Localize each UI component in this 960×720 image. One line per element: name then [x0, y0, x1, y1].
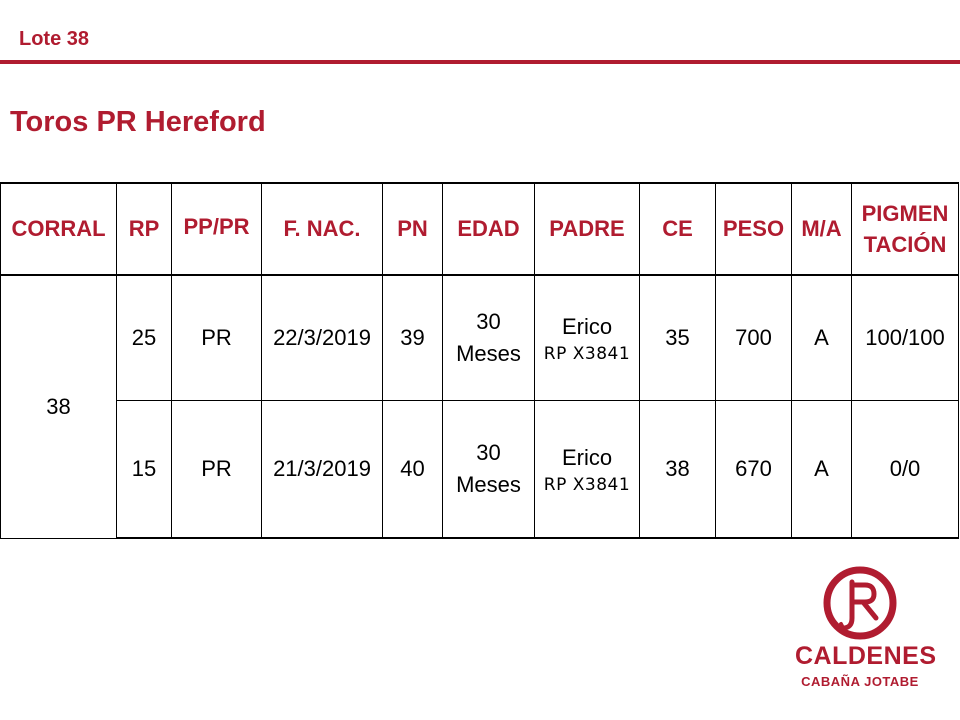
pn-cell: 39: [383, 275, 443, 400]
col-header-pigmentacion: [852, 183, 959, 275]
lot-label: Lote 38: [19, 28, 90, 50]
m-a-cell: A: [792, 400, 852, 538]
col-header-pigmentacion-line2: TACIÓN: [863, 232, 947, 257]
col-header-edad: EDAD: [443, 183, 535, 275]
col-header-padre: PADRE: [535, 183, 640, 275]
col-header-pp-pr: PP/PR: [172, 183, 262, 275]
peso-cell: 670: [716, 400, 792, 538]
logo-brand-subtitle: CABAÑA JOTABE: [801, 674, 919, 689]
f-nac-cell: 22/3/2019: [262, 275, 383, 400]
m-a-cell: A: [792, 275, 852, 400]
edad-value: 30: [476, 308, 501, 334]
rp-cell: 15: [117, 400, 172, 538]
edad-value: 30: [476, 439, 501, 465]
col-header-f-nac: F. NAC.: [262, 183, 383, 275]
caldenes-logo: [795, 562, 937, 692]
col-header-pn: PN: [383, 183, 443, 275]
col-header-corral: CORRAL: [1, 183, 117, 275]
corral-cell: 38: [1, 275, 117, 538]
ce-cell: 35: [640, 275, 716, 400]
col-header-pigmentacion-line1: PIGMEN: [861, 201, 949, 226]
peso-cell: 700: [716, 275, 792, 400]
edad-cell: [443, 400, 535, 538]
logo-brand-name: CALDENES: [795, 642, 937, 670]
table-row: [1, 400, 959, 538]
rp-cell: 25: [117, 275, 172, 400]
table-row: [1, 275, 959, 400]
edad-unit: Meses: [456, 471, 521, 497]
edad-unit: Meses: [456, 340, 521, 366]
edad-cell: [443, 275, 535, 400]
padre-rp: RP X3841: [543, 474, 631, 495]
col-header-ce: CE: [640, 183, 716, 275]
col-header-rp: RP: [117, 183, 172, 275]
pigmentacion-cell: 0/0: [852, 400, 959, 538]
pp-pr-cell: PR: [172, 400, 262, 538]
pigmentacion-cell: 100/100: [852, 275, 959, 400]
pn-cell: 40: [383, 400, 443, 538]
page-title: Toros PR Hereford: [10, 106, 266, 138]
padre-cell: [535, 400, 640, 538]
padre-cell: [535, 275, 640, 400]
col-header-peso: PESO: [716, 183, 792, 275]
col-header-m-a: M/A: [792, 183, 852, 275]
f-nac-cell: 21/3/2019: [262, 400, 383, 538]
table-header-row: [1, 183, 959, 275]
padre-name: Erico: [561, 313, 613, 339]
header-rule: [0, 60, 960, 64]
pp-pr-cell: PR: [172, 275, 262, 400]
rj-monogram-icon: [819, 566, 901, 640]
lot-table: [0, 182, 959, 539]
padre-rp: RP X3841: [543, 343, 631, 364]
padre-name: Erico: [561, 444, 613, 470]
ce-cell: 38: [640, 400, 716, 538]
